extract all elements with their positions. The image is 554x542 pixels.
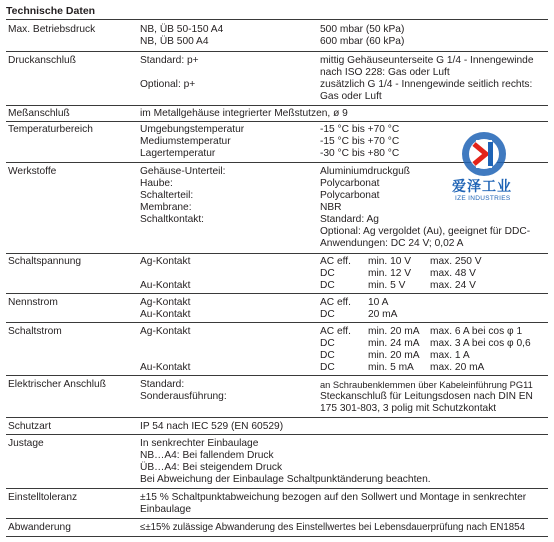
cell: DC — [320, 338, 335, 349]
cell: Gas oder Luft — [320, 91, 382, 102]
row-label-abwanderung: Abwanderung — [8, 522, 71, 533]
cell: DC — [320, 309, 335, 320]
cell: min. 12 V — [368, 268, 412, 279]
cell: max. 20 mA — [430, 362, 485, 373]
cell: -30 °C bis +80 °C — [320, 148, 400, 159]
cell: min. 20 mA — [368, 326, 420, 337]
cell: Aluminiumdruckguß — [320, 166, 411, 177]
cell: Mediumstemperatur — [140, 136, 231, 147]
cell: IP 54 nach IEC 529 (EN 60529) — [140, 421, 284, 432]
cell: ≤±15% zulässige Abwanderung des Einstellwertes bei Lebensdauerprüfung nach EN1854 — [140, 522, 525, 533]
cell: Optional: Ag vergoldet (Au), geeignet für DDC- — [320, 226, 531, 237]
divider — [6, 253, 548, 254]
cell: Sonderausführung: — [140, 391, 227, 402]
cell: nach ISO 228: Gas oder Luft — [320, 67, 450, 78]
cell: AC eff. — [320, 297, 351, 308]
cell: an Schraubenklemmen über Kabeleinführung PG11 — [320, 380, 533, 390]
divider — [6, 51, 548, 52]
cell: Standard: p+ — [140, 55, 199, 66]
cell: Anwendungen: DC 24 V; 0,02 A — [320, 238, 464, 249]
cell: zusätzlich G 1/4 - Innengewinde seitlich rechts: — [320, 79, 533, 90]
table-title: Technische Daten — [6, 5, 96, 17]
cell: -15 °C bis +70 °C — [320, 136, 400, 147]
cell: Bei Abweichung der Einbaulage Schaltpunktänderung beachten. — [140, 474, 431, 485]
cell: 500 mbar (50 kPa) — [320, 24, 405, 35]
cell: max. 1 A — [430, 350, 470, 361]
row-label-einstelltoleranz: Einstelltoleranz — [8, 492, 78, 503]
cell: Steckanschluß für Leitungsdosen nach DIN EN — [320, 391, 533, 402]
cell: Polycarbonat — [320, 178, 380, 189]
cell: Gehäuse-Unterteil: — [140, 166, 226, 177]
cell: im Metallgehäuse integrierter Meßstutzen, ø 9 — [140, 108, 348, 119]
cell: Membrane: — [140, 202, 192, 213]
divider — [6, 536, 548, 537]
row-label-werkstoffe: Werkstoffe — [8, 166, 57, 177]
cell: min. 5 mA — [368, 362, 414, 373]
divider — [6, 19, 548, 20]
cell: ÜB…A4: Bei steigendem Druck — [140, 462, 283, 473]
cell: Au-Kontakt — [140, 309, 191, 320]
divider — [6, 322, 548, 323]
cell: max. 250 V — [430, 256, 482, 267]
divider — [6, 105, 548, 106]
cell: Standard: Ag — [320, 214, 379, 225]
cell: DC — [320, 280, 335, 291]
divider — [6, 417, 548, 418]
divider — [6, 488, 548, 489]
cell: mittig Gehäuseunterseite G 1/4 - Innengewinde — [320, 55, 534, 66]
row-label-schutzart: Schutzart — [8, 421, 52, 432]
cell: AC eff. — [320, 326, 351, 337]
row-label-justage: Justage — [8, 438, 44, 449]
divider — [6, 375, 548, 376]
cell: DC — [320, 350, 335, 361]
cell: In senkrechter Einbaulage — [140, 438, 259, 449]
cell: min. 20 mA — [368, 350, 420, 361]
cell: min. 5 V — [368, 280, 406, 291]
cell: Au-Kontakt — [140, 362, 191, 373]
cell: min. 24 mA — [368, 338, 420, 349]
cell: ±15 % Schaltpunktabweichung bezogen auf den Sollwert und Montage in senkrechter — [140, 492, 527, 503]
cell: Lagertemperatur — [140, 148, 216, 159]
cell: 175 301-803, 3 polig mit Schutzkontakt — [320, 403, 497, 414]
cell: Haube: — [140, 178, 173, 189]
divider — [6, 518, 548, 519]
cell: DC — [320, 362, 335, 373]
row-label-nennstrom: Nennstrom — [8, 297, 58, 308]
row-label-schaltspannung: Schaltspannung — [8, 256, 82, 267]
cell: AC eff. — [320, 256, 351, 267]
cell: Au-Kontakt — [140, 280, 191, 291]
cell: Schalterteil: — [140, 190, 194, 201]
row-label-betriebsdruck: Max. Betriebsdruck — [8, 24, 96, 35]
watermark-en: IZE INDUSTRIES — [455, 195, 511, 202]
cell: Ag-Kontakt — [140, 256, 191, 267]
row-label-elektrisch: Elektrischer Anschluß — [8, 379, 106, 390]
cell: 10 A — [368, 297, 389, 308]
cell: Standard: — [140, 379, 185, 390]
row-label-temperatur: Temperaturbereich — [8, 124, 93, 135]
ize-logo-icon — [452, 130, 516, 178]
cell: max. 24 V — [430, 280, 476, 291]
cell: Umgebungstemperatur — [140, 124, 245, 135]
cell: max. 48 V — [430, 268, 476, 279]
row-label-druckanschluss: Druckanschluß — [8, 55, 76, 66]
cell: Polycarbonat — [320, 190, 380, 201]
watermark-cn: 爱泽工业 — [452, 179, 512, 195]
cell: Einbaulage — [140, 504, 191, 515]
cell: Optional: p+ — [140, 79, 196, 90]
cell: NB, ÜB 500 A4 — [140, 36, 209, 47]
cell: max. 3 A bei cos φ 0,6 — [430, 338, 531, 349]
cell: Ag-Kontakt — [140, 297, 191, 308]
cell: NB, ÜB 50-150 A4 — [140, 24, 224, 35]
row-label-messanschluss: Meßanschluß — [8, 108, 70, 119]
cell: min. 10 V — [368, 256, 412, 267]
cell: Schaltkontakt: — [140, 214, 204, 225]
cell: Ag-Kontakt — [140, 326, 191, 337]
cell: DC — [320, 268, 335, 279]
divider — [6, 293, 548, 294]
cell: 600 mbar (60 kPa) — [320, 36, 405, 47]
row-label-schaltstrom: Schaltstrom — [8, 326, 62, 337]
divider — [6, 121, 548, 122]
cell: -15 °C bis +70 °C — [320, 124, 400, 135]
cell: NBR — [320, 202, 342, 213]
cell: max. 6 A bei cos φ 1 — [430, 326, 523, 337]
cell: 20 mA — [368, 309, 398, 320]
cell: NB…A4: Bei fallendem Druck — [140, 450, 274, 461]
divider — [6, 434, 548, 435]
